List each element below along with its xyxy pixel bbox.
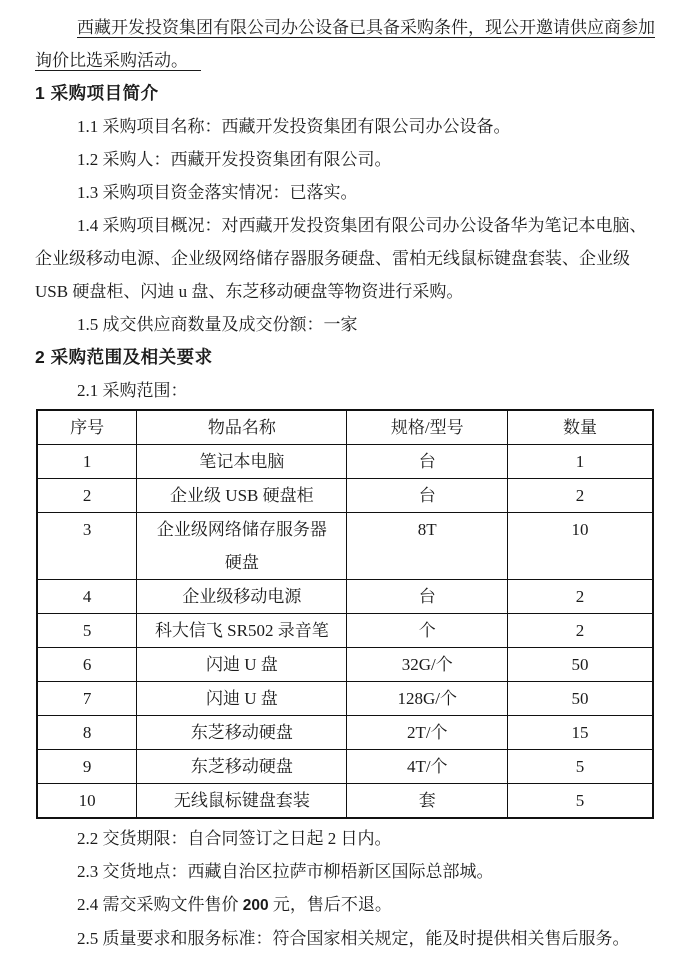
cell-quantity: 1 (508, 445, 654, 479)
cell-quantity: 2 (508, 580, 654, 614)
clause-1-4: 1.4 采购项目概况：对西藏开发投资集团有限公司办公设备华为笔记本电脑、企业级移动电源、企业级网络储存器服务硬盘、雷柏无线鼠标键盘套装、企业级 USB 硬盘柜、闪迪 u 盘、东芝移动硬盘等物资进行采购。 (35, 216, 647, 301)
cell-index: 5 (37, 614, 137, 648)
cell-item-name: 科大信飞 SR502 录音笔 (137, 614, 347, 648)
cell-item-name: 企业级移动电源 (137, 580, 347, 614)
col-header-quantity: 数量 (508, 410, 654, 445)
col-header-spec-model: 规格/型号 (347, 410, 508, 445)
clause-1-1: 1.1 采购项目名称：西藏开发投资集团有限公司办公设备。 (77, 117, 511, 136)
clause-2-4-text-pre: 2.4 需交采购文件售价 (77, 895, 243, 914)
table-row (37, 614, 653, 648)
cell-quantity: 5 (508, 784, 654, 819)
cell-spec: 4T/个 (347, 750, 508, 784)
cell-index: 7 (37, 682, 137, 716)
document-price-value: 200 (242, 897, 269, 914)
cell-item-name: 闪迪 U 盘 (137, 648, 347, 682)
cell-quantity: 50 (508, 682, 654, 716)
cell-quantity: 2 (508, 479, 654, 513)
cell-spec: 128G/个 (347, 682, 508, 716)
clause-2-2: 2.2 交货期限：自合同签订之日起 2 日内。 (77, 829, 392, 848)
clause-2-4 (35, 888, 655, 922)
intro-underlined-text: 西藏开发投资集团有限公司办公设备已具备采购条件，现公开邀请供应商参加询价比选采购活动。 (35, 18, 655, 70)
table-row (37, 648, 653, 682)
clause-2-1: 2.1 采购范围： (77, 381, 188, 400)
table-row (37, 784, 653, 819)
table-row (37, 479, 653, 513)
table-row (37, 716, 653, 750)
cell-item-name: 企业级网络储存服务器硬盘 (137, 513, 347, 580)
cell-spec: 32G/个 (347, 648, 508, 682)
cell-item-name: 东芝移动硬盘 (137, 716, 347, 750)
table-header-row (37, 410, 653, 445)
cell-item-name: 企业级 USB 硬盘柜 (137, 479, 347, 513)
cell-item-name: 笔记本电脑 (137, 445, 347, 479)
intro-paragraph (35, 11, 655, 77)
clause-2-5: 2.5 质量要求和服务标准：符合国家相关规定，能及时提供相关售后服务。 (77, 929, 630, 948)
cell-item-name: 无线鼠标键盘套装 (137, 784, 347, 819)
procurement-scope-table (36, 409, 654, 819)
cell-quantity: 10 (508, 513, 654, 580)
cell-index: 6 (37, 648, 137, 682)
cell-index: 3 (37, 513, 137, 580)
table-row (37, 750, 653, 784)
clause-1-2: 1.2 采购人：西藏开发投资集团有限公司。 (77, 150, 392, 169)
table-row (37, 445, 653, 479)
cell-index: 8 (37, 716, 137, 750)
clause-1-3: 1.3 采购项目资金落实情况：已落实。 (77, 183, 358, 202)
clause-1-5: 1.5 成交供应商数量及成交份额：一家 (77, 315, 358, 334)
cell-quantity: 15 (508, 716, 654, 750)
clause-2-4-text-post: 元，售后不退。 (268, 895, 392, 914)
cell-spec: 台 (347, 479, 508, 513)
section-2-heading: 2 采购范围及相关要求 (35, 347, 213, 367)
col-header-index: 序号 (37, 410, 137, 445)
cell-spec: 台 (347, 580, 508, 614)
cell-spec: 2T/个 (347, 716, 508, 750)
clause-2-3: 2.3 交货地点：西藏自治区拉萨市柳梧新区国际总部城。 (77, 862, 494, 881)
cell-index: 9 (37, 750, 137, 784)
table-row (37, 580, 653, 614)
cell-spec: 台 (347, 445, 508, 479)
cell-quantity: 50 (508, 648, 654, 682)
table-row (37, 682, 653, 716)
cell-quantity: 5 (508, 750, 654, 784)
cell-item-name: 闪迪 U 盘 (137, 682, 347, 716)
cell-index: 1 (37, 445, 137, 479)
cell-index: 10 (37, 784, 137, 819)
cell-spec: 8T (347, 513, 508, 580)
table-row (37, 513, 653, 580)
section-1-heading: 1 采购项目简介 (35, 83, 159, 103)
col-header-item-name: 物品名称 (137, 410, 347, 445)
cell-spec: 套 (347, 784, 508, 819)
cell-quantity: 2 (508, 614, 654, 648)
cell-index: 4 (37, 580, 137, 614)
cell-spec: 个 (347, 614, 508, 648)
cell-index: 2 (37, 479, 137, 513)
cell-item-name: 东芝移动硬盘 (137, 750, 347, 784)
